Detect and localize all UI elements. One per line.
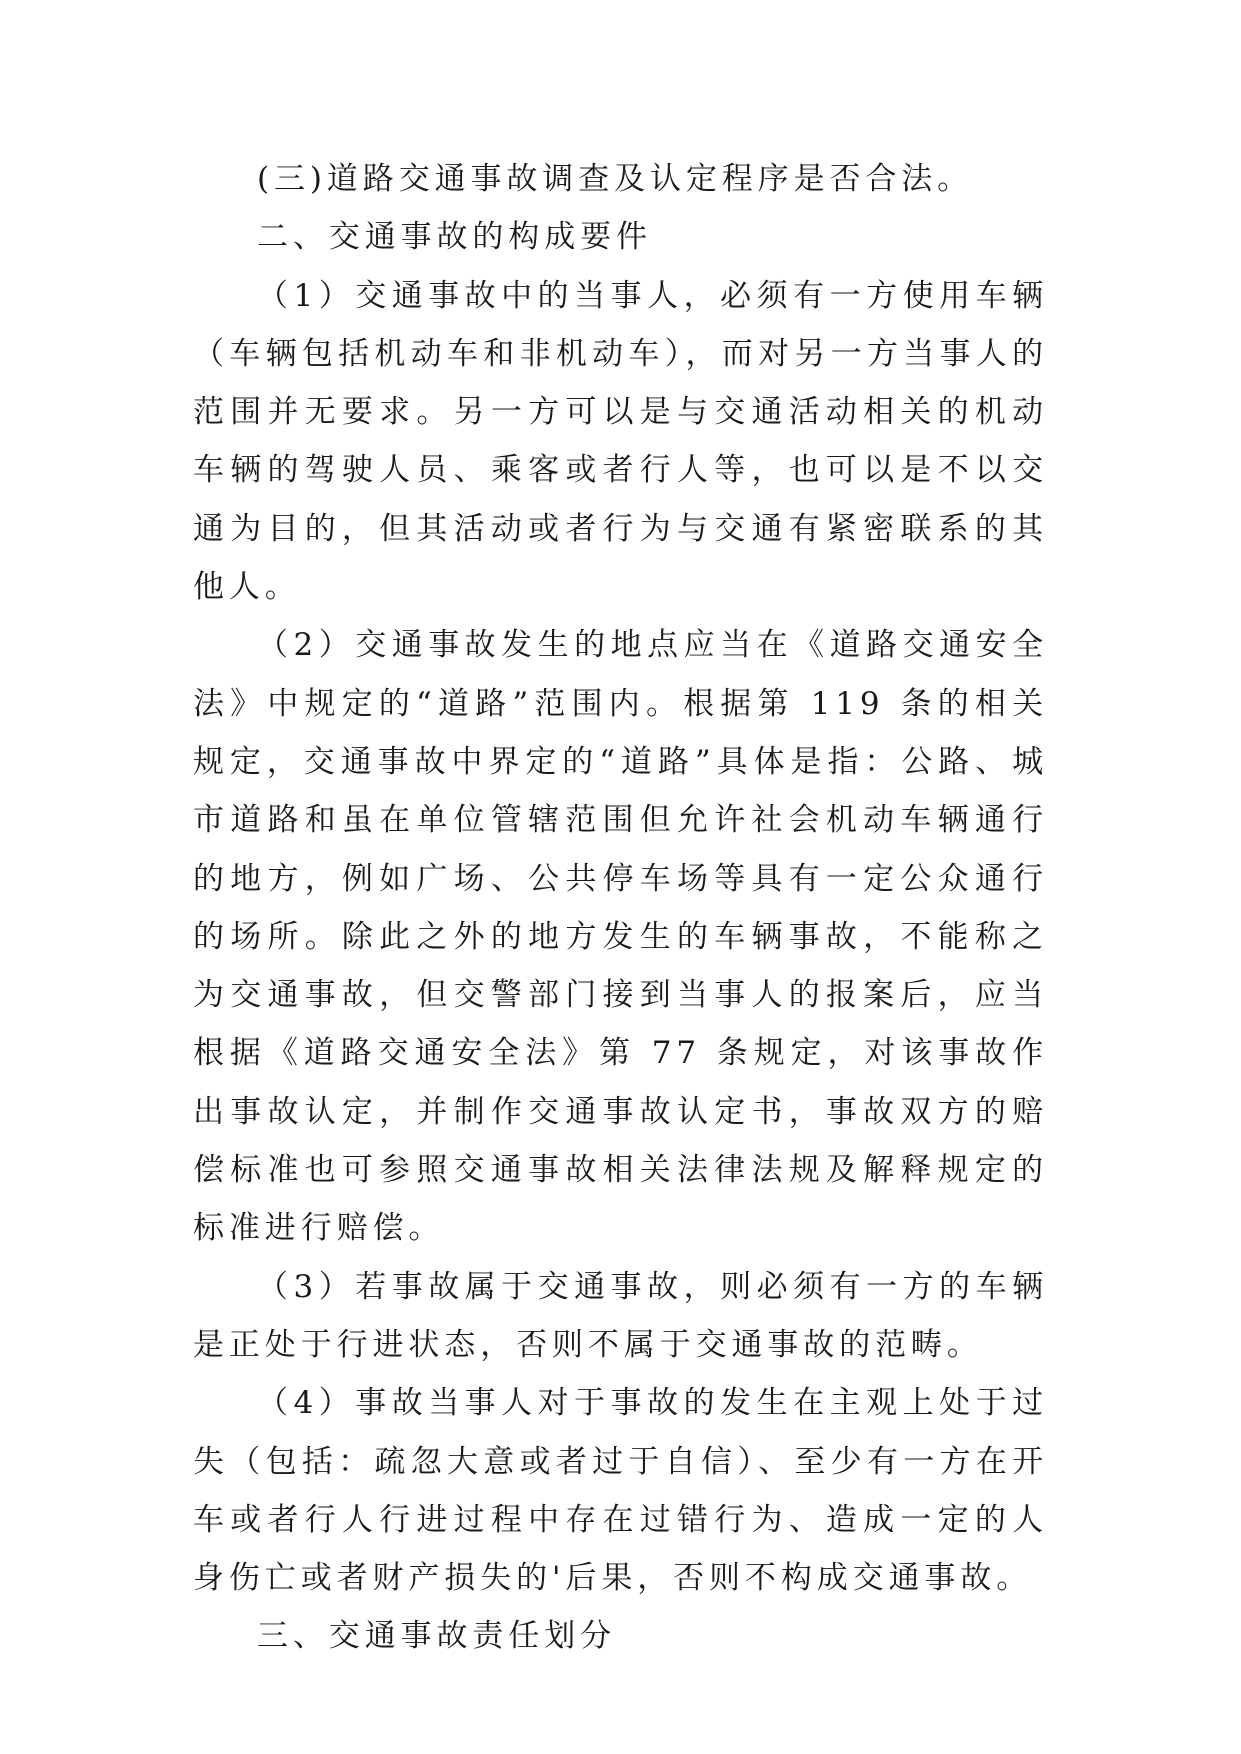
paragraph-investigation-legality: (三)道路交通事故调查及认定程序是否合法。 bbox=[257, 161, 974, 197]
section-heading-responsibility: 三、交通事故责任划分 bbox=[257, 1618, 616, 1655]
paragraph-element-1: （1）交通事故中的当事人，必须有一方使用车辆（车辆包括机动车和非机动车），而对另一方当事人的范围并无要求。另一方可以是与交通活动相关的机动车辆的驾驶人员、乘客或者行人等，也可以是不以交通为目的，但其活动或者行为与交通有紧密联系的其他人。 bbox=[193, 277, 1048, 606]
document-page bbox=[193, 150, 1048, 1666]
paragraph-element-2: （2）交通事故发生的地点应当在《道路交通安全法》中规定的“道路”范围内。根据第 119 条的相关规定，交通事故中界定的“道路”具体是指：公路、城市道路和虽在单位管辖范围但允许社会机动车辆通行的地方，例如广场、公共停车场等具有一定公众通行的场所。除此之外的地方发生的车辆事故，不能称之为交通事故，但交警部门接到当事人的报案后，应当根据《道路交通安全法》第 77 条规定，对该事故作出事故认定，并制作交通事故认定书，事故双方的赔偿标准也可参照交通事故相关法律法规及解释规定的标准进行赔偿。 bbox=[193, 627, 1048, 1247]
section-heading-elements: 二、交通事故的构成要件 bbox=[257, 219, 652, 256]
paragraph-element-3: （3）若事故属于交通事故，则必须有一方的车辆是正处于行进状态，否则不属于交通事故的范畴。 bbox=[193, 1268, 1048, 1363]
paragraph-element-4: （4）事故当事人对于事故的发生在主观上处于过失（包括：疏忽大意或者过于自信）、至少有一方在开车或者行人行进过程中存在过错行为、造成一定的人身伤亡或者财产损失的'后果，否则不构成交通事故。 bbox=[193, 1385, 1048, 1597]
